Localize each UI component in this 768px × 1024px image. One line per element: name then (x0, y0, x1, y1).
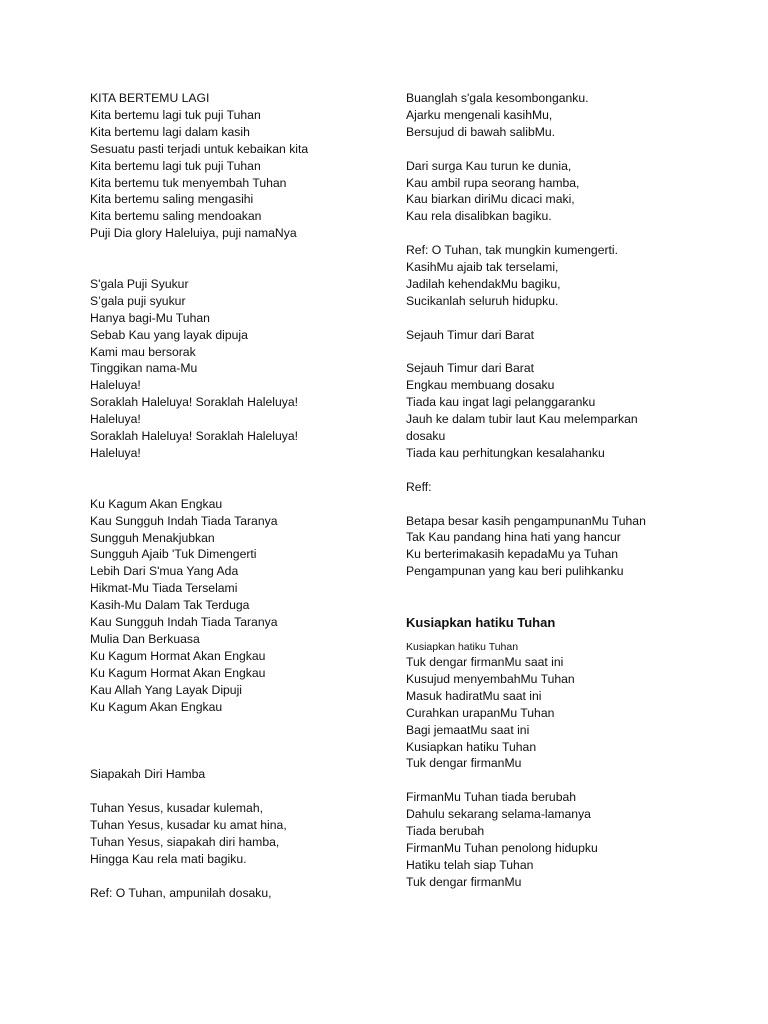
lyric-line: Pengampunan yang kau beri pulihkanku (406, 564, 624, 579)
lyric-line: Hanya bagi-Mu Tuhan (90, 310, 210, 325)
lyric-line: Tuk dengar firmanMu (406, 756, 522, 771)
lyric-line: Kau Allah Yang Layak Dipuji (90, 682, 242, 697)
lyric-line: Tuhan Yesus, kusadar ku amat hina, (90, 817, 287, 832)
lyric-line: Haleluya! (90, 446, 141, 461)
lyric-line: Bersujud di bawah salibMu. (406, 124, 556, 139)
lyric-line: Haleluya! (90, 378, 141, 393)
lyric-line: Kita bertemu lagi tuk puji Tuhan (90, 158, 261, 173)
lyric-line: Ku Kagum Hormat Akan Engkau (90, 648, 266, 663)
lyric-line: Hatiku telah siap Tuhan (406, 857, 534, 872)
lyric-line: Sebab Kau yang layak dipuja (90, 327, 248, 342)
lyric-line: Tiada kau perhitungkan kesalahanku (406, 445, 605, 460)
song-title: Siapakah Diri Hamba (90, 767, 206, 782)
lyric-line: Betapa besar kasih pengampunanMu Tuhan (406, 513, 646, 528)
lyric-line: Ku berterimakasih kepadaMu ya Tuhan (406, 547, 619, 562)
lyric-line: Kusujud menyembahMu Tuhan (406, 671, 575, 686)
lyric-line: Jauh ke dalam tubir laut Kau melemparkan (406, 412, 638, 427)
lyric-line: Hikmat-Mu Tiada Terselami (90, 581, 238, 596)
lyric-line: Sungguh Ajaib 'Tuk Dimengerti (90, 547, 257, 562)
refrain-line: Ref: O Tuhan, ampunilah dosaku, (90, 885, 272, 900)
lyric-line: Dahulu sekarang selama-lamanya (406, 807, 591, 822)
lyric-line: Sesuatu pasti terjadi untuk kebaikan kita (90, 141, 309, 156)
lyric-line: Kau biarkan diriMu dicaci maki, (406, 192, 575, 207)
lyric-line: Kusiapkan hatiku Tuhan (406, 739, 537, 754)
lyric-line: Haleluya! (90, 412, 141, 427)
lyric-line: Ajarku mengenali kasihMu, (406, 107, 553, 122)
lyric-line: Soraklah Haleluya! Soraklah Haleluya! (90, 395, 298, 410)
song-sejauh-timur-dari-barat (406, 327, 706, 581)
song-ku-kagum-akan-engkau (90, 496, 390, 716)
lyric-line: Kau Sungguh Indah Tiada Taranya (90, 513, 278, 528)
lyric-line: KasihMu ajaib tak terselami, (406, 260, 559, 275)
lyric-line: S’gala puji syukur (90, 293, 186, 308)
lyric-line: Tuk dengar firmanMu (406, 874, 522, 889)
lyric-line: Jadilah kehendakMu bagiku, (406, 276, 561, 291)
song-title: S'gala Puji Syukur (90, 276, 189, 291)
lyric-line: Kita bertemu saling mendoakan (90, 209, 262, 224)
song-title: Sejauh Timur dari Barat (406, 327, 535, 342)
lyric-line: Tuk dengar firmanMu saat ini (406, 654, 564, 669)
lyric-line: Sejauh Timur dari Barat (406, 361, 535, 376)
lyric-line: Soraklah Haleluya! Soraklah Haleluya! (90, 429, 298, 444)
lyric-line: dosaku (406, 429, 446, 444)
refrain-label: Reff: (406, 479, 432, 494)
lyric-line: Sungguh Menakjubkan (90, 530, 215, 545)
lyric-line: Bagi jemaatMu saat ini (406, 722, 530, 737)
lyric-line: Mulia Dan Berkuasa (90, 631, 200, 646)
lyric-line: FirmanMu Tuhan penolong hidupku (406, 840, 598, 855)
right-column (406, 90, 706, 891)
lyric-line: Lebih Dari S'mua Yang Ada (90, 564, 239, 579)
song-title: KITA BERTEMU LAGI (90, 91, 210, 105)
lyric-line: Tiada berubah (406, 824, 485, 839)
song-kusiapkan-hatiku-tuhan (406, 614, 706, 891)
song-subtitle: Kusiapkan hatiku Tuhan (406, 640, 519, 653)
lyric-line: Kita bertemu lagi tuk puji Tuhan (90, 107, 261, 122)
lyric-line: Buanglah s'gala kesombonganku. (406, 91, 589, 105)
lyric-line: Kau Sungguh Indah Tiada Taranya (90, 615, 278, 630)
lyric-line: FirmanMu Tuhan tiada berubah (406, 790, 577, 805)
lyric-line: Tuhan Yesus, kusadar kulemah, (90, 800, 263, 815)
lyric-line: Ku Kagum Akan Engkau (90, 699, 223, 714)
song-title: Ku Kagum Akan Engkau (90, 496, 223, 511)
left-column (90, 90, 390, 901)
lyric-line: Hingga Kau rela mati bagiku. (90, 851, 247, 866)
song-kita-bertemu-lagi (90, 90, 390, 242)
lyric-line: Kita bertemu tuk menyembah Tuhan (90, 175, 287, 190)
lyric-line: Curahkan urapanMu Tuhan (406, 705, 555, 720)
lyric-line: Sucikanlah seluruh hidupku. (406, 293, 559, 308)
lyric-line: Kasih-Mu Dalam Tak Terduga (90, 598, 250, 613)
lyric-line: Dari surga Kau turun ke dunia, (406, 158, 572, 173)
refrain-line: Ref: O Tuhan, tak mungkin kumengerti. (406, 243, 619, 258)
lyric-line: Tak Kau pandang hina hati yang hancur (406, 530, 621, 545)
lyric-line: Puji Dia glory Haleluiya, puji namaNya (90, 226, 297, 241)
song-siapakah-continued (406, 90, 706, 310)
lyric-line: Tuhan Yesus, siapakah diri hamba, (90, 834, 280, 849)
lyric-line: Masuk hadiratMu saat ini (406, 688, 542, 703)
lyric-line: Kau rela disalibkan bagiku. (406, 209, 552, 224)
lyric-line: Tinggikan nama-Mu (90, 361, 198, 376)
lyric-line: Ku Kagum Hormat Akan Engkau (90, 665, 266, 680)
lyric-line: Engkau membuang dosaku (406, 378, 555, 393)
lyric-line: Kau ambil rupa seorang hamba, (406, 175, 580, 190)
song-siapakah-diri-hamba (90, 766, 390, 901)
lyric-line: Kita bertemu lagi dalam kasih (90, 124, 250, 139)
song-title: Kusiapkan hatiku Tuhan (406, 614, 556, 630)
lyric-line: Kita bertemu saling mengasihi (90, 192, 254, 207)
lyric-line: Tiada kau ingat lagi pelanggaranku (406, 395, 596, 410)
lyric-line: Kami mau bersorak (90, 344, 196, 359)
song-sgala-puji-syukur (90, 276, 390, 462)
